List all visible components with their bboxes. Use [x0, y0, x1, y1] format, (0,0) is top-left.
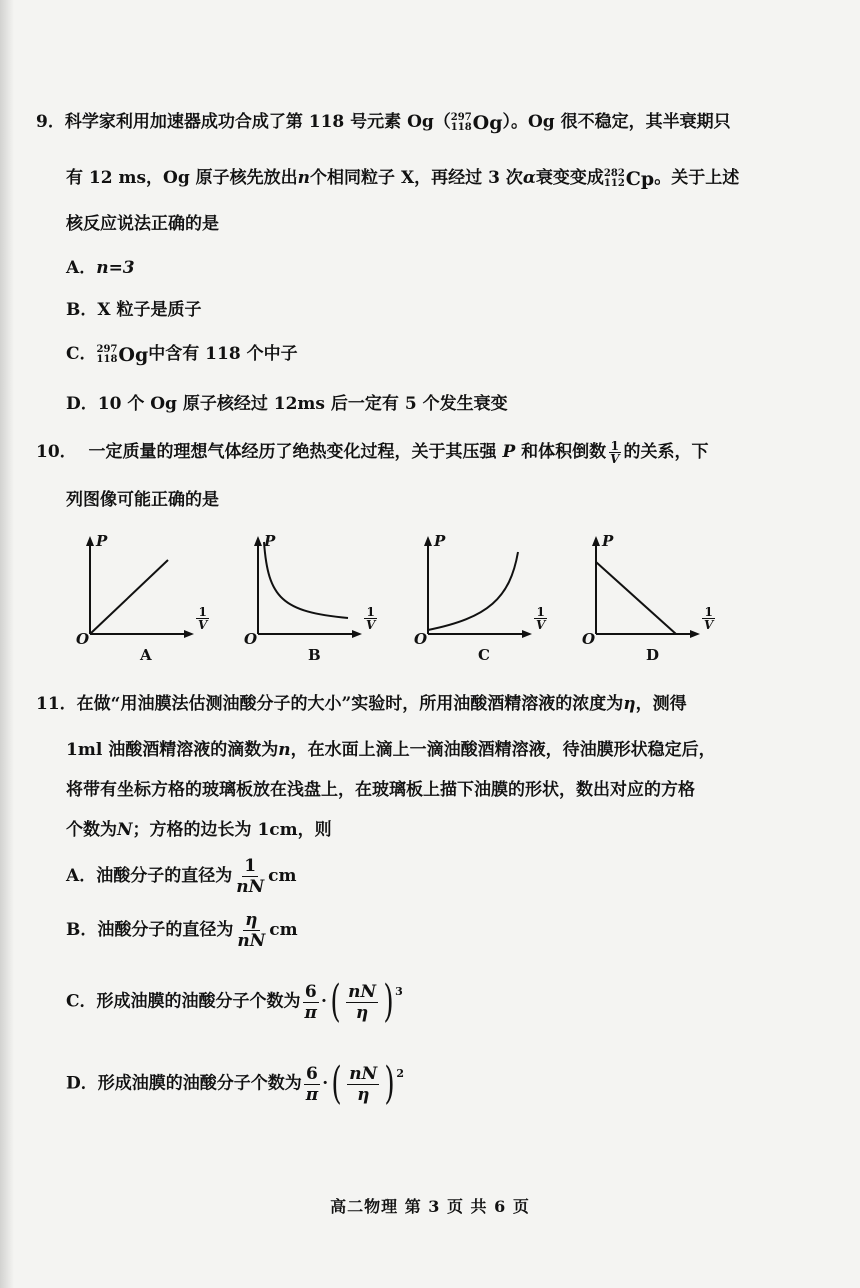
curve-b — [264, 542, 348, 618]
origin-label: O — [414, 630, 428, 648]
axis-label-p: P — [96, 532, 108, 550]
axis-label-p: P — [264, 532, 276, 550]
graph-label-a: A — [140, 646, 152, 664]
q11-line1: 11．在做“用油膜法估测油酸分子的大小”实验时，所用油酸酒精溶液的浓度为η，测得 — [36, 694, 687, 714]
q11-line2: 1ml 油酸酒精溶液的滴数为n，在水面上滴上一滴油酸酒精溶液，待油膜形状稳定后， — [66, 740, 716, 760]
origin-label: O — [244, 630, 258, 648]
scan-shadow — [0, 0, 14, 1288]
q10-line1: 10． 一定质量的理想气体经历了绝热变化过程，关于其压强 P 和体积倒数 $\frac{1}{V}$ 的关系，下 — [36, 439, 709, 466]
q11-option-b: B．油酸分子的直径为 $\frac{\eta}{nN}$ cm — [66, 910, 298, 951]
q10-number: 10． — [36, 442, 77, 462]
curve-c — [428, 552, 518, 630]
q9-line2: 有 12 ms，Og 原子核先放出n个相同粒子 X，再经过 3 次α衰变变成 282 112 Cp 。关于上述 — [66, 167, 740, 190]
n-var: n — [297, 168, 311, 188]
q11-option-a: A．油酸分子的直径为 $\frac{1}{nN}$ cm — [66, 856, 297, 897]
graph-label-c: C — [478, 646, 490, 664]
q11-option-c: C．形成油膜的油酸分子个数为 $\frac{6}{\pi}$ · ( $\frac{nN}{\eta}$ ) $^3$ — [66, 976, 403, 1027]
q11-line3: 将带有坐标方格的玻璃板放在浅盘上，在玻璃板上描下油膜的形状，数出对应的方格 — [66, 780, 695, 800]
alpha-symbol: α — [522, 168, 536, 188]
page-footer: 高二物理 第 3 页 共 6 页 — [330, 1197, 530, 1216]
q9-line3: 核反应说法正确的是 — [66, 214, 219, 234]
q9-number: 9． — [36, 112, 65, 132]
q9-text-b: ）。Og 很不稳定，其半衰期只 — [502, 112, 731, 132]
cp-nuclide: 282 112 Cp — [603, 167, 655, 190]
graph-c — [428, 538, 538, 642]
axis-label-inv-v: $\frac{1}{V}$ — [366, 605, 376, 632]
axis-label-p: P — [434, 532, 446, 550]
graph-d — [596, 538, 706, 642]
q9-option-c: C． 297 118 Og 中含有 118 个中子 — [66, 343, 298, 366]
axis-label-inv-v: $\frac{1}{V}$ — [704, 605, 714, 632]
q11-option-d: D．形成油膜的油酸分子个数为 $\frac{6}{\pi}$ · ( $\frac{nN}{\eta}$ ) $^2$ — [66, 1058, 405, 1109]
axis-label-p: P — [602, 532, 614, 550]
curve-d — [596, 562, 676, 634]
q9-text-a: 科学家利用加速器成功合成了第 118 号元素 Og（ — [64, 112, 451, 132]
q10-line2: 列图像可能正确的是 — [66, 490, 219, 510]
q11-line4: 个数为N；方格的边长为 1cm，则 — [66, 820, 332, 840]
axis-label-inv-v: $\frac{1}{V}$ — [198, 605, 208, 632]
graph-a — [90, 538, 200, 642]
og-nuclide: 297 118 Og — [450, 111, 503, 134]
q9-line1 — [36, 110, 731, 135]
q9-option-d: D．10 个 Og 原子核经过 12ms 后一定有 5 个发生衰变 — [66, 394, 508, 414]
q9-option-b: B．X 粒子是质子 — [66, 300, 202, 320]
curve-a — [90, 560, 168, 634]
graph-label-b: B — [308, 646, 321, 664]
graph-b — [258, 538, 368, 642]
axis-label-inv-v: $\frac{1}{V}$ — [536, 605, 546, 632]
origin-label: O — [76, 630, 90, 648]
graph-label-d: D — [646, 646, 660, 664]
origin-label: O — [582, 630, 596, 648]
q9-option-a: A．n=3 — [66, 258, 135, 278]
